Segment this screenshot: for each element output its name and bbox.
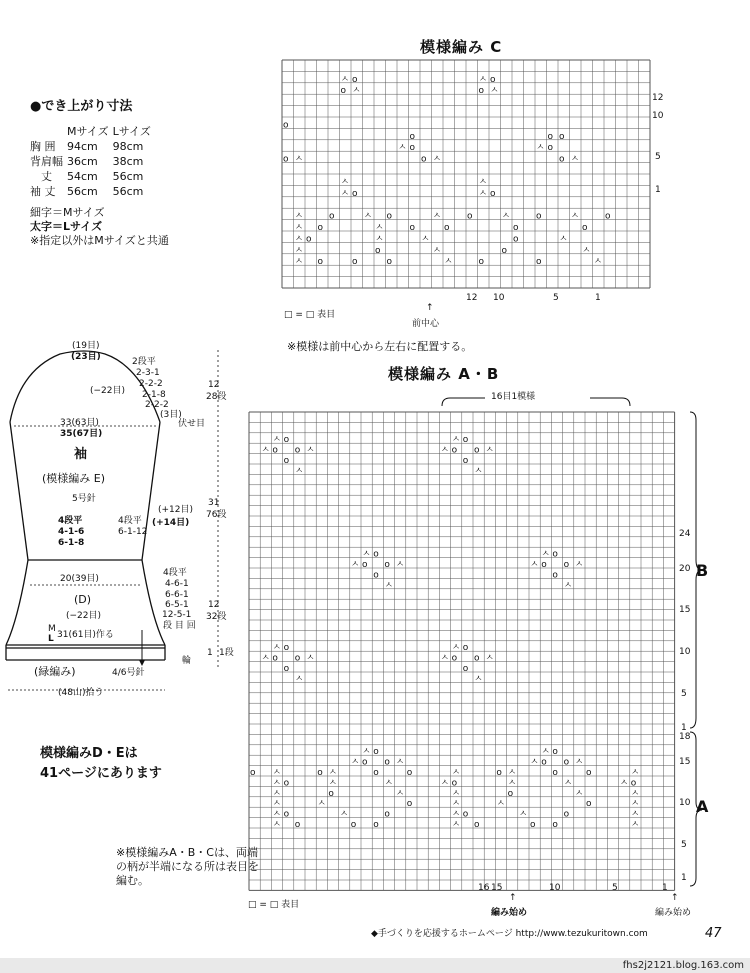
decrease-symbol: ㅅ xyxy=(395,560,405,570)
sleeve-height-4b: 1段 xyxy=(219,648,234,658)
yarn-over-symbol: o xyxy=(586,768,592,778)
yarn-over-symbol: o xyxy=(552,747,558,758)
yarn-over-symbol: o xyxy=(490,188,496,199)
yarn-over-symbol: o xyxy=(513,223,519,233)
decrease-symbol: ㅅ xyxy=(574,560,584,570)
cuff-edge: (緑編み) xyxy=(34,665,76,678)
yarn-over-symbol: o xyxy=(501,245,508,256)
pattern-c-stitch-10: 10 xyxy=(493,293,505,303)
decrease-symbol: ㅅ xyxy=(451,643,461,654)
decrease-symbol: ㅅ xyxy=(395,788,405,799)
yarn-over-symbol: o xyxy=(547,143,554,154)
cuff-dec-2: 4-6-1 xyxy=(165,579,189,589)
decrease-symbol: ㅅ xyxy=(352,86,361,97)
pattern-b-row-10: 10 xyxy=(679,647,691,657)
yarn-over-symbol: o xyxy=(536,257,542,268)
pattern-c-row-1: 1 xyxy=(655,185,661,195)
decrease-symbol: ㅅ xyxy=(451,809,461,820)
yarn-over-symbol: o xyxy=(283,120,289,131)
yarn-over-symbol: o xyxy=(294,445,301,456)
yarn-over-symbol: o xyxy=(250,768,256,778)
pattern-ab-title: 模様編み A・B xyxy=(388,365,500,383)
yarn-over-symbol: o xyxy=(451,653,458,664)
pattern-c-legend: □ = □ 表目 xyxy=(284,310,336,320)
decrease-symbol: ㅅ xyxy=(261,445,270,456)
decrease-symbol: ㅅ xyxy=(619,778,629,789)
decrease-symbol: ㅅ xyxy=(490,86,499,97)
decrease-symbol: ㅅ xyxy=(593,257,603,268)
yarn-over-symbol: o xyxy=(490,74,496,85)
sleeve-dec-3: 2-2-2 xyxy=(139,379,163,389)
decrease-symbol: ㅅ xyxy=(507,768,517,778)
decrease-symbol: ㅅ xyxy=(496,799,506,810)
yarn-over-symbol: o xyxy=(373,747,379,758)
yarn-over-symbol: o xyxy=(462,456,469,466)
sleeve-height-3: 12 xyxy=(208,600,220,610)
decrease-symbol: ㅅ xyxy=(518,809,528,820)
yarn-over-symbol: o xyxy=(462,435,469,446)
cuff-make: 31(61目)作る xyxy=(57,630,114,640)
decrease-symbol: ㅅ xyxy=(485,653,494,664)
sleeve-width-l: 35(67目) xyxy=(60,429,103,439)
decrease-symbol: ㅅ xyxy=(294,223,304,233)
footer-homepage: ◆手づくりを応援するホームページ http://www.tezukuritown.com xyxy=(371,929,648,939)
yarn-over-symbol: o xyxy=(563,757,570,768)
decrease-symbol: ㅅ xyxy=(340,188,350,199)
yarn-over-symbol: o xyxy=(373,768,379,778)
decrease-symbol: ㅅ xyxy=(530,560,539,570)
sleeve-plus12: (+12目) xyxy=(158,505,194,515)
yarn-over-symbol: o xyxy=(283,643,290,654)
start-arrow-right-icon: ↑ xyxy=(671,893,679,903)
decrease-symbol: ㅅ xyxy=(272,778,282,789)
decrease-symbol: ㅅ xyxy=(398,143,407,154)
side-note-line2: 41ページにあります xyxy=(40,766,162,781)
yarn-over-symbol: o xyxy=(409,131,416,142)
decrease-symbol: ㅅ xyxy=(474,466,483,477)
yarn-over-symbol: o xyxy=(559,154,565,165)
yarn-over-symbol: o xyxy=(552,570,558,581)
pattern-c-title: 模様編み C xyxy=(420,38,503,56)
decrease-symbol: ㅅ xyxy=(559,234,568,245)
sleeve-height-4: 1 xyxy=(207,648,213,658)
yarn-over-symbol: o xyxy=(328,788,334,799)
decrease-symbol: ㅅ xyxy=(574,788,584,799)
yarn-over-symbol: o xyxy=(444,223,450,233)
decrease-symbol: ㅅ xyxy=(570,211,580,222)
decrease-symbol: ㅅ xyxy=(272,435,282,446)
yarn-over-symbol: o xyxy=(630,778,637,789)
decrease-symbol: ㅅ xyxy=(340,177,350,188)
yarn-over-symbol: o xyxy=(317,257,324,268)
decrease-symbol: ㅅ xyxy=(294,154,304,165)
col-m: Mサイズ xyxy=(67,125,109,138)
decrease-symbol: ㅅ xyxy=(294,257,304,268)
decrease-symbol: ㅅ xyxy=(530,757,539,768)
decrease-symbol: ㅅ xyxy=(317,799,326,810)
decrease-symbol: ㅅ xyxy=(570,154,580,165)
cuff-width: 20(39目) xyxy=(60,574,99,584)
yarn-over-symbol: o xyxy=(386,257,393,268)
yarn-over-symbol: o xyxy=(467,211,473,222)
decrease-symbol: ㅅ xyxy=(451,788,461,799)
yarn-over-symbol: o xyxy=(582,223,588,233)
decrease-symbol: ㅅ xyxy=(432,154,442,165)
yarn-over-symbol: o xyxy=(563,809,570,820)
pattern-b-row-15: 15 xyxy=(679,605,691,615)
decrease-symbol: ㅅ xyxy=(272,820,282,830)
pattern-c-stitch-12: 12 xyxy=(466,293,478,303)
cuff-ring: 輪 xyxy=(182,656,192,666)
decrease-symbol: ㅅ xyxy=(574,757,584,768)
footer-blog: fhs2j2121.blog.163.com xyxy=(622,960,744,971)
yarn-over-symbol: o xyxy=(478,86,485,97)
yarn-over-symbol: o xyxy=(513,234,519,245)
decrease-symbol: ㅅ xyxy=(630,788,640,799)
decrease-symbol: ㅅ xyxy=(630,799,640,810)
decrease-symbol: ㅅ xyxy=(272,799,282,810)
pattern-ab-stitch-5: 5 xyxy=(612,883,618,893)
sleeve-dec-6: (3目) xyxy=(160,410,182,420)
decrease-symbol: ㅅ xyxy=(294,211,304,222)
yarn-over-symbol: o xyxy=(563,560,570,570)
pattern-ab-start-right: 編み始め xyxy=(655,908,692,918)
sleeve-inc-b1: 4段平 xyxy=(118,516,142,526)
yarn-over-symbol: o xyxy=(451,445,458,456)
decrease-symbol: ㅅ xyxy=(432,211,442,222)
decrease-symbol: ㅅ xyxy=(306,653,315,664)
sleeve-height-3b: 32段 xyxy=(206,612,227,622)
pattern-ab-start: 編み始め xyxy=(491,908,528,918)
cuff-pickup: (48山)拾う xyxy=(58,688,104,698)
yarn-over-symbol: o xyxy=(536,211,542,222)
yarn-over-symbol: o xyxy=(306,234,312,245)
yarn-over-symbol: o xyxy=(373,570,379,581)
cuff-edge-needle: 4/6号針 xyxy=(112,668,145,678)
decrease-symbol: ㅅ xyxy=(536,143,545,154)
size-note-thin: 細字＝Mサイズ xyxy=(30,206,105,219)
pattern-c-row-5: 5 xyxy=(655,152,661,162)
sleeve-width-m: 33(63目) xyxy=(60,418,99,428)
yarn-over-symbol: o xyxy=(386,211,393,222)
sleeve-dec-1: 2段平 xyxy=(132,357,156,367)
pattern-b-row-5: 5 xyxy=(681,689,687,699)
pattern-c-chart xyxy=(278,56,678,311)
sleeve-top-l: (23目) xyxy=(71,352,101,362)
decrease-symbol: ㅅ xyxy=(362,747,371,758)
decrease-symbol: ㅅ xyxy=(432,245,442,256)
sleeve-dec-4: 2-1-8 xyxy=(142,390,166,400)
sleeve-bind-off: 伏せ目 xyxy=(178,419,206,429)
sleeve-inc-b2: 6-1-12 xyxy=(118,527,148,537)
yarn-over-symbol: o xyxy=(384,560,390,570)
yarn-over-symbol: o xyxy=(552,768,558,778)
decrease-symbol: ㅅ xyxy=(384,778,394,789)
yarn-over-symbol: o xyxy=(352,188,358,199)
decrease-symbol: ㅅ xyxy=(501,211,511,222)
yarn-over-symbol: o xyxy=(541,560,547,570)
cuff-dec-6: 段 目 回 xyxy=(163,621,196,631)
decrease-symbol: ㅅ xyxy=(451,435,461,446)
pattern-ab-stitch-10: 10 xyxy=(549,883,561,893)
sleeve-needle: 5号針 xyxy=(72,494,96,504)
pattern-c-row-12: 12 xyxy=(652,93,664,103)
pattern-b-row-1: 1 xyxy=(681,723,687,733)
sleeve-inc-a3: 6-1-8 xyxy=(58,538,85,548)
sleeve-height-1: 12 xyxy=(208,380,220,390)
pattern-ab-stitch-16: 16 xyxy=(478,883,490,893)
sleeve-name: 袖 xyxy=(74,447,88,462)
decrease-symbol: ㅅ xyxy=(507,778,517,789)
yarn-over-symbol: o xyxy=(283,809,290,820)
yarn-over-symbol: o xyxy=(375,245,381,256)
yarn-over-symbol: o xyxy=(384,809,390,820)
decrease-symbol: ㅅ xyxy=(478,188,488,199)
decrease-symbol: ㅅ xyxy=(440,445,450,456)
sleeve-pattern: (模様編み E) xyxy=(42,472,106,485)
yarn-over-symbol: o xyxy=(552,820,558,830)
decrease-symbol: ㅅ xyxy=(328,768,338,778)
yarn-over-symbol: o xyxy=(474,445,480,456)
decrease-symbol: ㅅ xyxy=(294,245,304,256)
yarn-over-symbol: o xyxy=(409,223,416,233)
yarn-over-symbol: o xyxy=(541,757,547,768)
pattern-b-row-20: 20 xyxy=(679,564,691,574)
yarn-over-symbol: o xyxy=(294,820,301,830)
size-note-common: ※指定以外はMサイズと共通 xyxy=(30,234,169,247)
pattern-b-label: B xyxy=(696,561,709,580)
pattern-a-row-5: 5 xyxy=(681,840,687,850)
pattern-c-arrow-icon: ↑ xyxy=(426,303,434,313)
yarn-over-symbol: o xyxy=(283,456,290,466)
yarn-over-symbol: o xyxy=(462,664,469,674)
decrease-symbol: ㅅ xyxy=(294,234,304,245)
finished-size-table xyxy=(30,124,155,199)
pattern-c-row-10: 10 xyxy=(652,111,664,121)
decrease-symbol: ㅅ xyxy=(384,580,394,591)
decrease-symbol: ㅅ xyxy=(395,757,405,768)
pattern-ab-stitch-1: 1 xyxy=(662,883,668,893)
footer-bar xyxy=(0,958,750,973)
yarn-over-symbol: o xyxy=(317,223,324,233)
pattern-a-label: A xyxy=(696,797,709,816)
sleeve-dec-5: 2-2-2 xyxy=(145,400,169,410)
size-row: 袖 丈 56cm 56cm xyxy=(30,185,144,198)
decrease-symbol: ㅅ xyxy=(451,820,461,830)
pattern-ab-repeat: 16目1模様 xyxy=(491,392,536,402)
decrease-symbol: ㅅ xyxy=(306,445,315,456)
side-note-line1: 模様編みD・Eは xyxy=(40,746,138,761)
decrease-symbol: ㅅ xyxy=(294,466,304,477)
yarn-over-symbol: o xyxy=(283,664,290,674)
decrease-symbol: ㅅ xyxy=(451,799,461,810)
cuff-l: L xyxy=(48,634,54,644)
decrease-symbol: ㅅ xyxy=(294,674,304,685)
pattern-a-row-18: 18 xyxy=(679,732,691,742)
decrease-symbol: ㅅ xyxy=(272,788,282,799)
pattern-ab-legend: □ = □ 表目 xyxy=(248,900,300,910)
yarn-over-symbol: o xyxy=(373,820,379,830)
sleeve-top-m: (19目) xyxy=(72,341,100,351)
decrease-symbol: ㅅ xyxy=(339,809,349,820)
yarn-over-symbol: o xyxy=(362,560,368,570)
yarn-over-symbol: o xyxy=(462,809,469,820)
sleeve-plus14: (+14目) xyxy=(152,518,190,528)
pattern-c-stitch-1: 1 xyxy=(595,293,601,303)
decrease-symbol: ㅅ xyxy=(451,768,461,778)
pattern-a-row-1: 1 xyxy=(681,873,687,883)
pattern-a-row-15: 15 xyxy=(679,757,691,767)
cuff-dec-3: 6-6-1 xyxy=(165,590,189,600)
size-row: 胸 囲 94cm 98cm xyxy=(30,140,144,153)
sleeve-height-2: 31 xyxy=(208,498,220,508)
pattern-ab-repeat-bracket xyxy=(440,393,640,407)
decrease-symbol: ㅅ xyxy=(563,778,573,789)
pattern-ab-note: ※模様編みA・B・Cは、両端の柄が半端になる所は表目を編む。 xyxy=(116,846,259,887)
yarn-over-symbol: o xyxy=(406,799,413,810)
decrease-symbol: ㅅ xyxy=(582,245,591,256)
yarn-over-symbol: o xyxy=(283,154,289,165)
cuff-dec-4: 6-5-1 xyxy=(165,600,189,610)
decrease-symbol: ㅅ xyxy=(474,674,483,685)
pattern-b-row-24: 24 xyxy=(679,529,691,539)
yarn-over-symbol: o xyxy=(530,820,536,830)
yarn-over-symbol: o xyxy=(462,643,469,654)
cuff-name: (D) xyxy=(74,593,92,606)
decrease-symbol: ㅅ xyxy=(362,549,371,560)
yarn-over-symbol: o xyxy=(496,768,502,778)
yarn-over-symbol: o xyxy=(283,778,290,789)
decrease-symbol: ㅅ xyxy=(440,778,450,789)
yarn-over-symbol: o xyxy=(478,257,485,268)
yarn-over-symbol: o xyxy=(552,549,558,560)
yarn-over-symbol: o xyxy=(384,757,390,768)
yarn-over-symbol: o xyxy=(352,257,358,268)
start-arrow-icon: ↑ xyxy=(509,893,517,903)
sleeve-inc-a1: 4段平 xyxy=(58,516,83,526)
decrease-symbol: ㅅ xyxy=(421,234,430,245)
decrease-symbol: ㅅ xyxy=(272,809,282,820)
yarn-over-symbol: o xyxy=(474,820,480,830)
sleeve-dec-2: 2-3-1 xyxy=(136,368,160,378)
pattern-ab-side-brackets xyxy=(688,410,708,888)
decrease-symbol: ㅅ xyxy=(375,223,384,233)
decrease-symbol: ㅅ xyxy=(630,809,640,820)
yarn-over-symbol: o xyxy=(451,778,458,789)
yarn-over-symbol: o xyxy=(409,143,416,154)
yarn-over-symbol: o xyxy=(272,653,278,664)
decrease-symbol: ㅅ xyxy=(272,768,282,778)
decrease-symbol: ㅅ xyxy=(375,234,384,245)
decrease-symbol: ㅅ xyxy=(541,747,550,758)
decrease-symbol: ㅅ xyxy=(478,177,488,188)
yarn-over-symbol: o xyxy=(547,131,554,142)
yarn-over-symbol: o xyxy=(340,86,347,97)
yarn-over-symbol: o xyxy=(605,211,611,222)
size-row: 背肩幅 36cm 38cm xyxy=(30,155,144,168)
yarn-over-symbol: o xyxy=(362,757,368,768)
decrease-symbol: ㅅ xyxy=(444,257,453,268)
yarn-over-symbol: o xyxy=(474,653,480,664)
yarn-over-symbol: o xyxy=(352,74,358,85)
size-note-bold: 太字＝Lサイズ xyxy=(30,220,103,233)
decrease-symbol: ㅅ xyxy=(261,653,270,664)
page-number: 47 xyxy=(705,926,722,941)
yarn-over-symbol: o xyxy=(406,768,413,778)
yarn-over-symbol: o xyxy=(559,131,565,142)
pattern-c-note: ※模様は前中心から左右に配置する。 xyxy=(287,340,473,353)
col-l: Lサイズ xyxy=(112,125,151,138)
sleeve-minus22-top: (−22目) xyxy=(90,386,126,396)
decrease-symbol: ㅅ xyxy=(563,580,573,591)
finished-size-heading: ●でき上がり寸法 xyxy=(30,99,133,114)
yarn-over-symbol: o xyxy=(272,445,278,456)
yarn-over-symbol: o xyxy=(421,154,427,165)
yarn-over-symbol: o xyxy=(350,820,357,830)
cuff-dec-5: 12-5-1 xyxy=(162,610,192,620)
yarn-over-symbol: o xyxy=(507,788,514,799)
decrease-symbol: ㅅ xyxy=(541,549,550,560)
size-row: 丈 54cm 56cm xyxy=(41,170,144,183)
decrease-symbol: ㅅ xyxy=(440,653,450,664)
yarn-over-symbol: o xyxy=(373,549,379,560)
decrease-symbol: ㅅ xyxy=(272,643,282,654)
sleeve-height-2b: 76段 xyxy=(206,510,227,520)
yarn-over-symbol: o xyxy=(329,211,335,222)
decrease-symbol: ㅅ xyxy=(478,74,488,85)
pattern-a-row-10: 10 xyxy=(679,798,691,808)
yarn-over-symbol: o xyxy=(586,799,592,810)
decrease-symbol: ㅅ xyxy=(350,757,360,768)
yarn-over-symbol: o xyxy=(317,768,323,778)
decrease-symbol: ㅅ xyxy=(363,211,373,222)
yarn-over-symbol: o xyxy=(294,653,301,664)
yarn-over-symbol: o xyxy=(283,435,290,446)
sleeve-height-1b: 28段 xyxy=(206,392,227,402)
decrease-symbol: ㅅ xyxy=(340,74,350,85)
pattern-ab-chart xyxy=(245,408,695,893)
cuff-dec-1: 4段平 xyxy=(163,568,187,578)
decrease-symbol: ㅅ xyxy=(630,820,640,830)
cuff-m: M xyxy=(48,624,56,634)
sleeve-inc-a2: 4-1-6 xyxy=(58,527,85,537)
cuff-minus: (−22目) xyxy=(66,611,102,621)
pattern-ab-stitch-15: 15 xyxy=(491,883,503,893)
decrease-symbol: ㅅ xyxy=(630,768,640,778)
decrease-symbol: ㅅ xyxy=(328,778,338,789)
decrease-symbol: ㅅ xyxy=(485,445,494,456)
pattern-c-center-label: 前中心 xyxy=(412,319,440,329)
pattern-c-stitch-5: 5 xyxy=(553,293,559,303)
decrease-symbol: ㅅ xyxy=(350,560,360,570)
